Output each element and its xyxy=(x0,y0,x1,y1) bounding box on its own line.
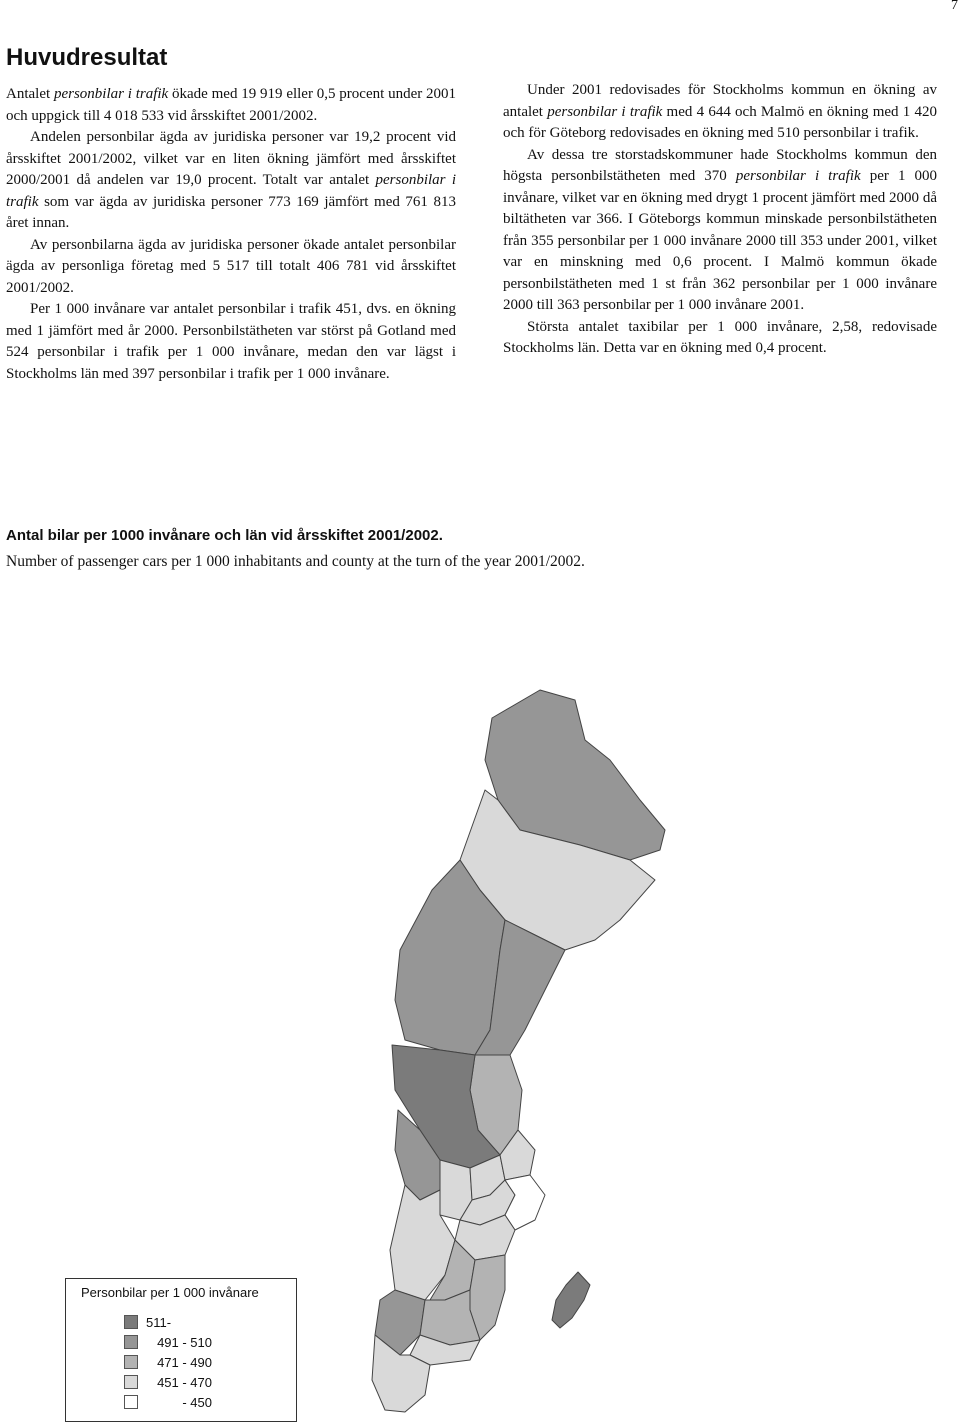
legend-row xyxy=(124,1335,234,1351)
text-run: Största antalet taxibilar per 1 000 invånare, 2,58, redovisade Stockholms län. Detta var en ökning med 0,4 procent. xyxy=(503,318,937,356)
legend-row xyxy=(124,1395,234,1411)
italic-term: personbilar i trafik xyxy=(53,86,169,102)
text-run: som var ägda av juridiska personer 773 169 jämfört med 761 813 året innan. xyxy=(6,193,456,231)
text-run: Antalet xyxy=(6,86,54,102)
page-number: 7 xyxy=(951,0,958,13)
text-run: Andelen personbilar ägda av juridiska personer var 19,2 procent vid årsskiftet 2001/2002, vilket var en liten ökning jämfört med årsskiftet 2000/2001 då andelen var 19,0 procent. Totalt var antalet xyxy=(6,129,456,188)
italic-term: personbilar i trafik xyxy=(735,168,861,184)
legend-title: Personbilar per 1 000 invånare xyxy=(81,1285,259,1300)
map-subtitle: Number of passenger cars per 1 000 inhabitants and county at the turn of the year 2001/2002. xyxy=(6,553,585,570)
legend-label: - 450 xyxy=(182,1395,212,1410)
legend-swatch xyxy=(124,1315,138,1329)
text-run: ökade med 19 919 eller 0,5 procent under 2001 och uppgick till 4 018 533 vid årsskiftet 2001/2002. xyxy=(6,86,457,124)
region-stockholm xyxy=(505,1175,545,1230)
legend-label: 491 - 510 xyxy=(157,1335,212,1350)
italic-term: personbilar i trafik xyxy=(547,103,663,120)
map-title: Antal bilar per 1000 invånare och län vid årsskiftet 2001/2002. xyxy=(6,527,443,544)
legend-row xyxy=(124,1315,234,1331)
legend-label: 471 - 490 xyxy=(157,1355,212,1370)
region-gotland xyxy=(552,1272,590,1328)
map-legend xyxy=(65,1278,297,1422)
text-run: Av personbilarna ägda av juridiska personer ökade antalet personbilar ägda av personliga företag med 5 517 till totalt 406 781 vid årsskiftet 2001/2002. xyxy=(6,236,456,296)
legend-label: 451 - 470 xyxy=(157,1375,212,1390)
legend-row xyxy=(124,1355,234,1371)
section-heading: Huvudresultat xyxy=(6,44,168,71)
italic-term: personbilar i trafik xyxy=(6,172,456,210)
legend-label: 511- xyxy=(146,1315,172,1330)
legend-row xyxy=(124,1375,234,1391)
text-run: Av dessa tre storstadskommuner hade Stockholms kommun den högsta personbilstätheten med 370 xyxy=(503,146,937,184)
text-run: per 1 000 invånare, vilket var en ökning med drygt 1 procent jämfört med 2000 då biltätheten var 366. I Göteborgs kommun minskade personbilstätheten från 355 personbilar per 1 000 invånare 2000 till 353 under 2001, vilket var en minskning med 0,6 procent. I Malmö kommun ökade personbilstätheten med 1 st från 362 personbilar per 1 000 invånare 2000 till 363 personbilar per 1 000 invånare 2001. xyxy=(503,168,938,313)
text-run: med 4 644 och Malmö en ökning med 1 420 och för Göteborg redovisades en ökning med 510 personbilar i trafik. xyxy=(503,103,938,141)
text-run: Per 1 000 invånare var antalet personbilar i trafik 451, dvs. en ökning med 1 jämfört med år 2000. Personbilstätheten var störst på Gotland med 524 personbilar i trafik per 1 000 invånare, medan den var lägst i Stockholms län med 397 personbilar i trafik per 1 000 invånare. xyxy=(6,301,456,382)
text-run: Under 2001 redovisades för Stockholms kommun en ökning av antalet xyxy=(503,82,937,120)
